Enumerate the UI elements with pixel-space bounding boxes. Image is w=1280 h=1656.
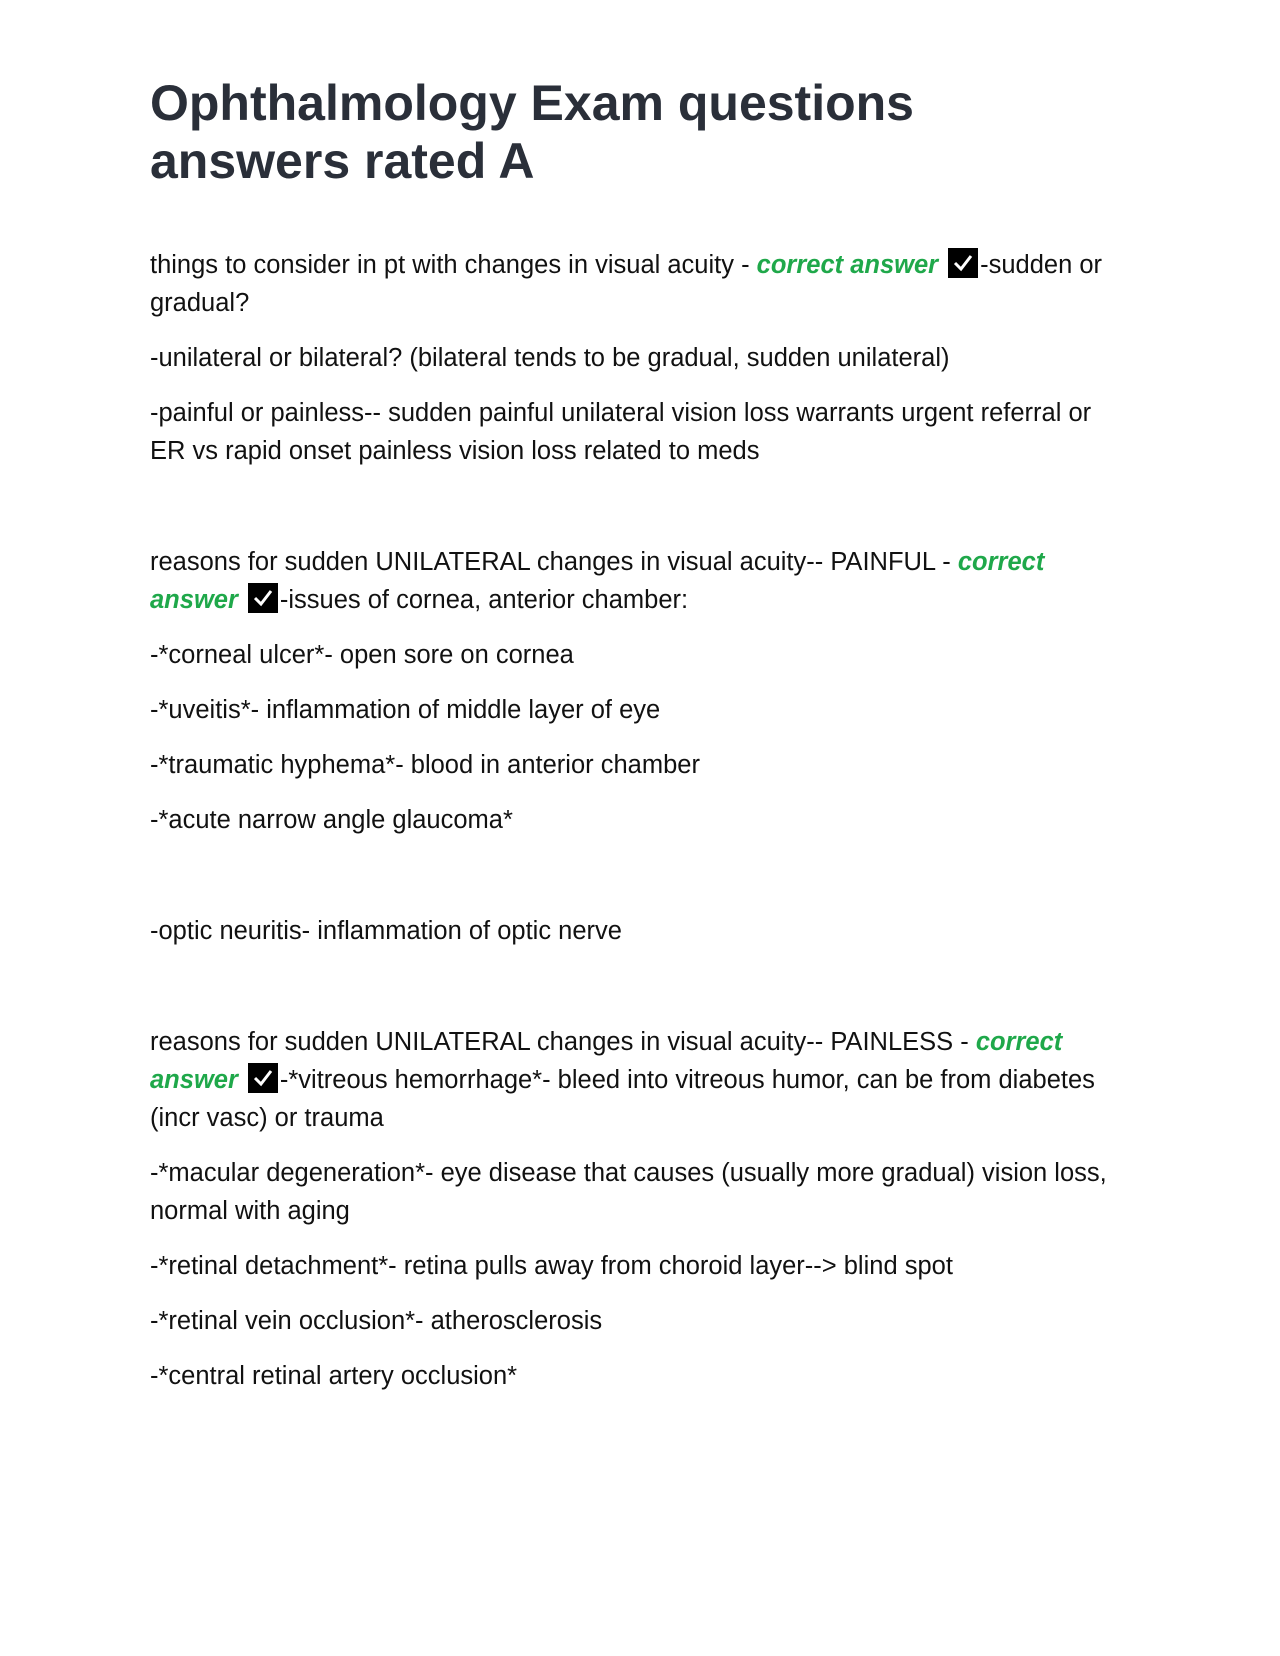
question-3-text: reasons for sudden UNILATERAL changes in visual acuity-- PAINLESS - <box>150 1028 976 1056</box>
correct-answer-label: correct answer <box>150 1028 1063 1094</box>
answer-line: -unilateral or bilateral? (bilateral tends to be gradual, sudden unilateral) <box>150 344 950 372</box>
answer-line: -*central retinal artery occlusion* <box>150 1362 518 1390</box>
check-box-icon <box>248 583 278 613</box>
document-content <box>150 246 1125 1395</box>
answer-line: -*acute narrow angle glaucoma* <box>150 806 513 834</box>
answer-line: -*retinal vein occlusion*- atherosclerosis <box>150 1307 603 1335</box>
answer-line: -*corneal ulcer*- open sore on cornea <box>150 641 574 669</box>
answer-line: -*retinal detachment*- retina pulls away from choroid layer--> blind spot <box>150 1252 953 1280</box>
answer-line: -*traumatic hyphema*- blood in anterior chamber <box>150 751 700 779</box>
question-1-text: things to consider in pt with changes in visual acuity - <box>150 251 757 279</box>
section-gap <box>150 487 1125 543</box>
document-page <box>150 74 1125 1412</box>
correct-answer-label: correct answer <box>756 251 939 279</box>
answer-1-text: -sudden or gradual? <box>150 251 1103 317</box>
answer-3-text: -*vitreous hemorrhage*- bleed into vitreous humor, can be from diabetes (incr vasc) or trauma <box>150 1066 1095 1132</box>
check-box-icon <box>248 1063 278 1093</box>
section-gap <box>150 967 1125 1023</box>
answer-line: -optic neuritis- inflammation of optic nerve <box>150 917 622 945</box>
correct-answer-label: correct answer <box>150 548 1045 614</box>
question-2 <box>150 543 1125 619</box>
answer-2-text: -issues of cornea, anterior chamber: <box>279 586 689 614</box>
answer-line: -*uveitis*- inflammation of middle layer of eye <box>150 696 661 724</box>
section-gap <box>150 856 1125 912</box>
document-title: Ophthalmology Exam questions answers rated A <box>150 75 914 189</box>
answer-line: -painful or painless-- sudden painful unilateral vision loss warrants urgent referral or ER vs rapid onset painless vision loss related to meds <box>150 399 1092 465</box>
answer-line: -*macular degeneration*- eye disease that causes (usually more gradual) vision loss, normal with aging <box>150 1159 1107 1225</box>
question-3 <box>150 1023 1125 1137</box>
question-2-text: reasons for sudden UNILATERAL changes in visual acuity-- PAINFUL - <box>150 548 958 576</box>
question-1 <box>150 246 1125 322</box>
check-box-icon <box>948 248 978 278</box>
